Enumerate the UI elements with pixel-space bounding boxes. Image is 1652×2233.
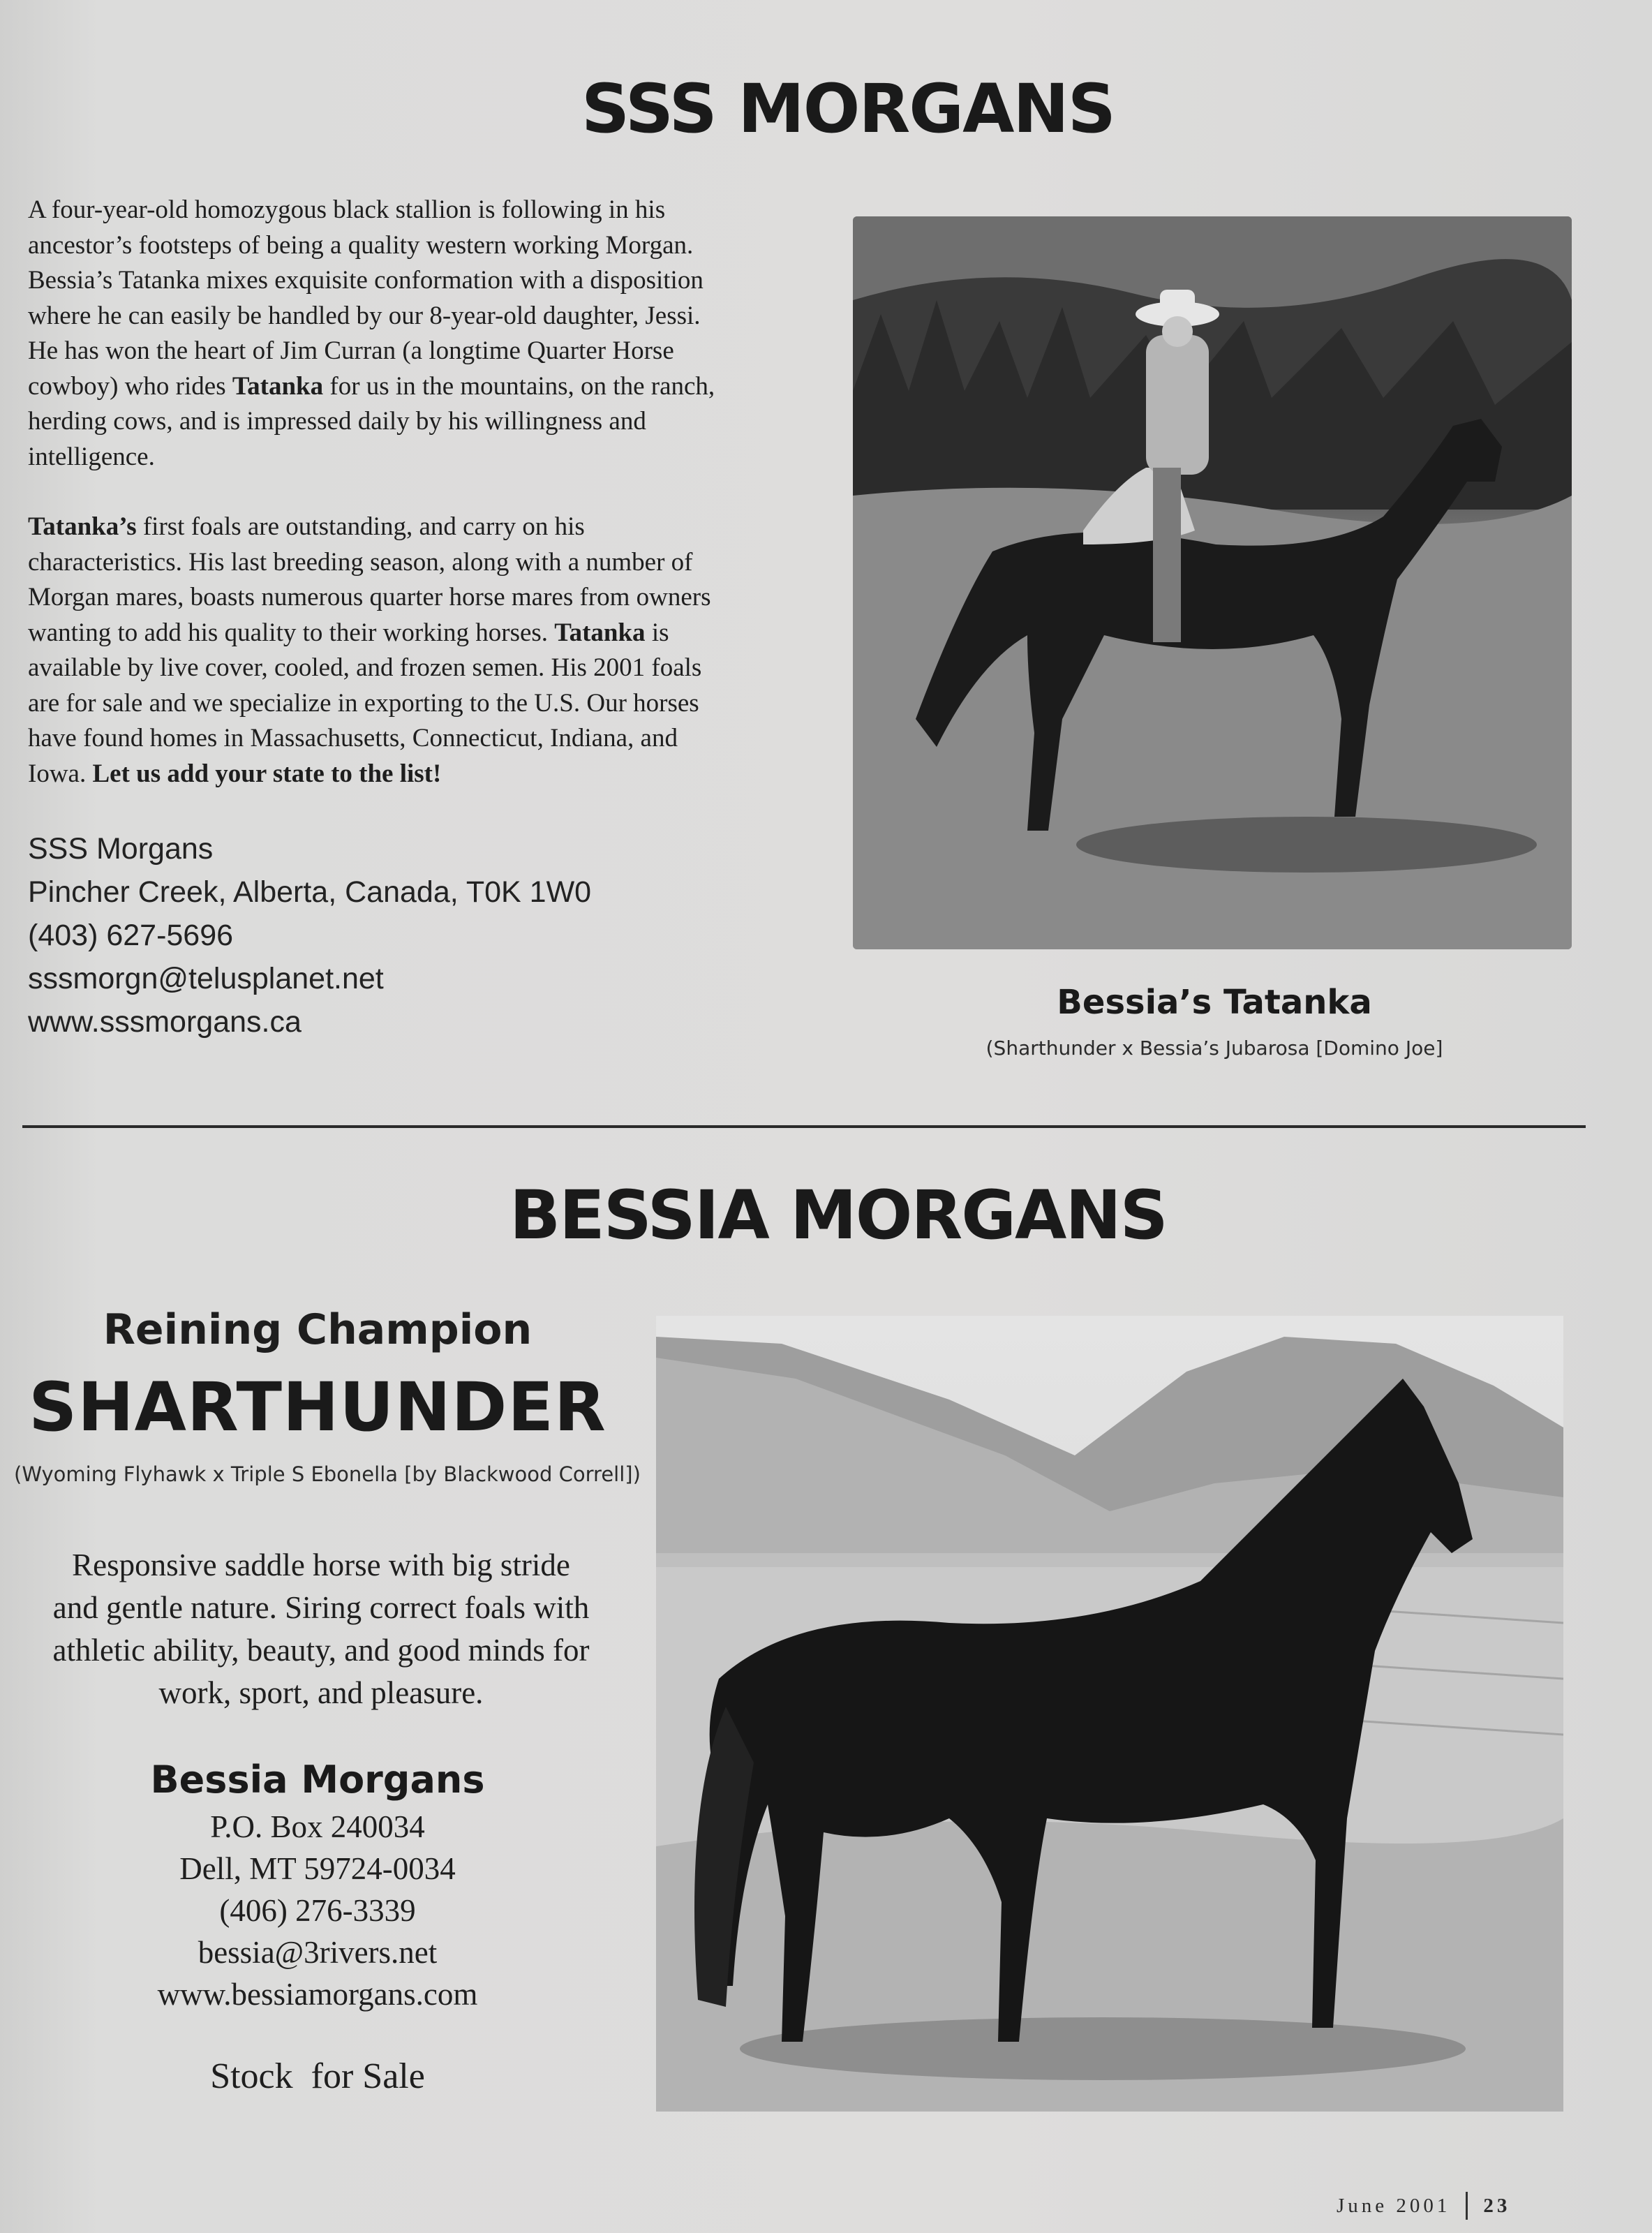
contact-website: www.sssmorgans.ca xyxy=(28,1005,302,1039)
contact-address: Dell, MT 59724-0034 xyxy=(179,1851,456,1886)
text-run: Iowa. xyxy=(28,759,93,788)
contact-address: Pincher Creek, Alberta, Canada, T0K 1W0 xyxy=(28,875,592,909)
body-line: where he can easily be handled by our 8-year-old daughter, Jessi. xyxy=(28,301,701,330)
body-line: available by live cover, cooled, and frozen semen. His 2001 foals xyxy=(28,653,702,682)
sharthunder-photo xyxy=(656,1316,1563,2112)
description-line: work, sport, and pleasure. xyxy=(158,1675,484,1710)
footer-separator xyxy=(1466,2192,1468,2220)
bessia-morgans-heading: BESSIA MORGANS xyxy=(509,1176,1167,1254)
issue-date: June 2001 xyxy=(1337,2194,1451,2217)
body-line xyxy=(28,616,831,651)
contact-email: bessia@3rivers.net xyxy=(198,1935,438,1970)
body-line: have found homes in Massachusetts, Connecticut, Indiana, and xyxy=(28,724,678,752)
horse-illustration xyxy=(656,1316,1563,2112)
horse-description xyxy=(14,1544,628,1714)
sss-contact-block xyxy=(28,827,591,1044)
description-line: Responsive saddle horse with big stride xyxy=(72,1548,570,1582)
sss-morgans-heading: SSS MORGANS xyxy=(581,70,1115,148)
body-line xyxy=(28,369,831,405)
stock-for-sale: Stock for Sale xyxy=(210,2056,425,2096)
text-run: is xyxy=(645,618,669,647)
page-footer xyxy=(1337,2188,1510,2223)
contact-name: SSS Morgans xyxy=(28,832,214,866)
body-line xyxy=(28,510,831,545)
page-number: 23 xyxy=(1483,2194,1511,2217)
contact-website: www.bessiamorgans.com xyxy=(157,1977,478,2012)
bessia-contact-name: Bessia Morgans xyxy=(150,1758,485,1802)
bessia-tatanka-photo xyxy=(853,216,1572,949)
body-line: herding cows, and is impressed daily by his willingness and xyxy=(28,407,646,436)
bold-run: Let us add your state to the list! xyxy=(92,759,442,788)
horse-pedigree: (Wyoming Flyhawk x Triple S Ebonella [by Blackwood Correll]) xyxy=(14,1462,641,1486)
contact-phone: (403) 627-5696 xyxy=(28,919,234,952)
contact-po-box: P.O. Box 240034 xyxy=(210,1809,425,1844)
section-divider xyxy=(22,1125,1586,1128)
body-line: Bessia’s Tatanka mixes exquisite conformation with a disposition xyxy=(28,266,704,295)
text-run: wanting to add his quality to their working horses. xyxy=(28,618,555,647)
contact-email: sssmorgn@telusplanet.net xyxy=(28,962,384,995)
text-run: cowboy) who rides xyxy=(28,371,232,401)
photo-caption-pedigree: (Sharthunder x Bessia’s Jubarosa [Domino Joe] xyxy=(985,1037,1443,1060)
text-run: for us in the mountains, on the ranch, xyxy=(323,371,715,401)
bold-run: Tatanka xyxy=(554,618,646,647)
body-line: He has won the heart of Jim Curran (a longtime Quarter Horse xyxy=(28,336,674,365)
bold-run: Tatanka xyxy=(232,371,324,401)
body-line xyxy=(28,757,831,792)
body-line: Morgan mares, boasts numerous quarter horse mares from owners xyxy=(28,583,711,611)
description-line: and gentle nature. Siring correct foals with xyxy=(52,1590,590,1625)
sss-description xyxy=(28,193,831,792)
reining-champion-subheading: Reining Champion xyxy=(103,1305,533,1354)
bessia-contact-block xyxy=(28,1806,607,2015)
contact-phone: (406) 276-3339 xyxy=(219,1893,416,1928)
text-run: first foals are outstanding, and carry on his xyxy=(136,512,585,541)
body-line: A four-year-old homozygous black stallion is following in his xyxy=(28,195,666,224)
bold-run: Tatanka’s xyxy=(28,512,137,541)
body-line: intelligence. xyxy=(28,442,155,471)
description-line: athletic ability, beauty, and good minds for xyxy=(52,1633,590,1668)
body-line: ancestor’s footsteps of being a quality western working Morgan. xyxy=(28,230,694,260)
body-line: characteristics. His last breeding season, along with a number of xyxy=(28,547,693,577)
body-line: are for sale and we specialize in exporting to the U.S. Our horses xyxy=(28,688,699,718)
rider-horse-illustration xyxy=(853,216,1572,949)
horse-name-title: SHARTHUNDER xyxy=(29,1368,607,1446)
photo-caption-title: Bessia’s Tatanka xyxy=(1057,983,1372,1022)
